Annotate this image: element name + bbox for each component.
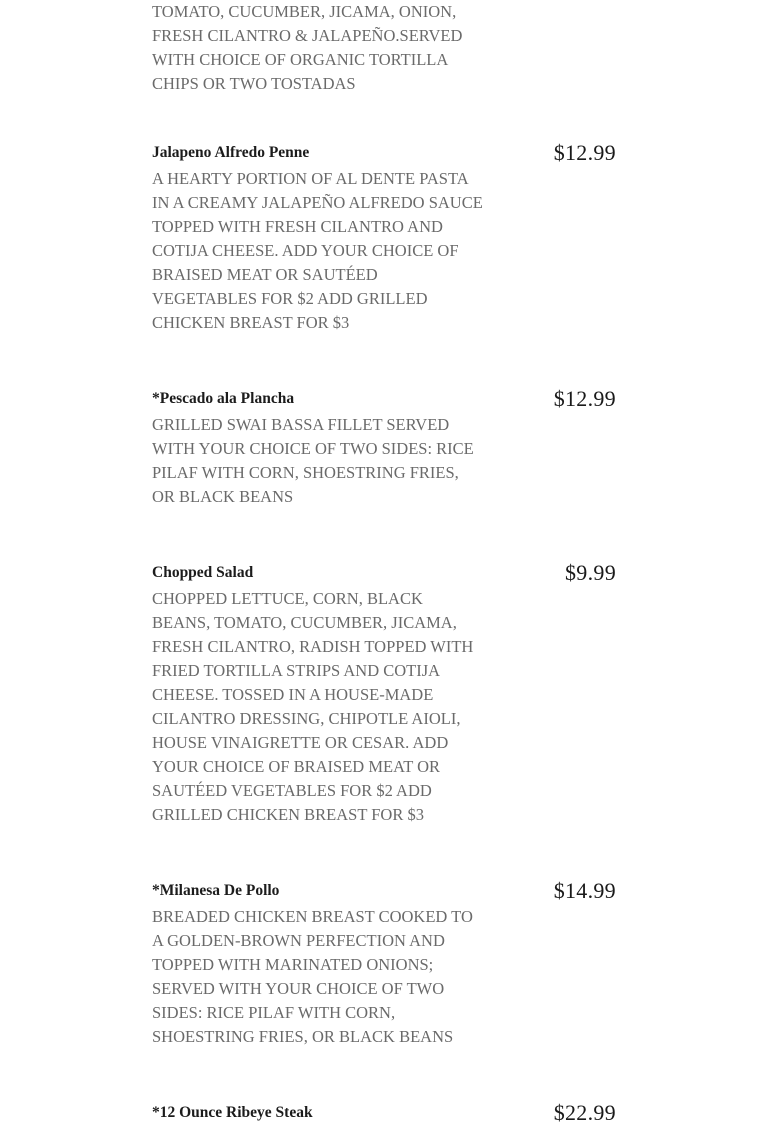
menu-item-price: $9.99 <box>565 560 616 585</box>
menu-item-description: TOMATO, CUCUMBER, JICAMA, ONION, FRESH CILANTRO & JALAPEÑO.SERVED WITH CHOICE OF ORGANIC TORTILLA CHIPS OR TWO TOSTADAS <box>152 2 463 93</box>
menu-item-name: *Pescado ala Plancha <box>152 390 295 407</box>
menu-item-price: $12.99 <box>553 386 616 411</box>
menu-item-price: $14.99 <box>553 878 616 903</box>
menu-item-description: A HEARTY PORTION OF AL DENTE PASTA IN A CREAMY JALAPEÑO ALFREDO SAUCE TOPPED WITH FRESH CILANTRO AND COTIJA CHEESE. ADD YOUR CHOICE OF BRAISED MEAT OR SAUTÉED VEGETABLES FOR $2 ADD GRILLED CHICKEN BREAST FOR $3 <box>152 169 483 332</box>
menu-item-name: *Milanesa De Pollo <box>152 882 280 899</box>
menu-item-price: $12.99 <box>553 140 616 165</box>
menu-item-name: Chopped Salad <box>152 564 254 581</box>
menu-item-name: Jalapeno Alfredo Penne <box>152 144 310 161</box>
menu-item-description: CHOPPED LETTUCE, CORN, BLACK BEANS, TOMATO, CUCUMBER, JICAMA, FRESH CILANTRO, RADISH TOPPED WITH FRIED TORTILLA STRIPS AND COTIJA CHEESE. TOSSED IN A HOUSE-MADE CILANTRO DRESSING, CHIPOTLE AIOLI, HOUSE VINAIGRETTE OR CESAR. ADD YOUR CHOICE OF BRAISED MEAT OR SAUTÉED VEGETABLES FOR $2 ADD GRILLED CHICKEN BREAST FOR $3 <box>152 589 474 824</box>
menu-item-description: GRILLED SWAI BASSA FILLET SERVED WITH YOUR CHOICE OF TWO SIDES: RICE PILAF WITH CORN, SHOESTRING FRIES, OR BLACK BEANS <box>152 415 474 506</box>
menu-item-name: *12 Ounce Ribeye Steak <box>152 1104 313 1121</box>
menu-item-price: $22.99 <box>553 1100 616 1125</box>
menu-item-description: BREADED CHICKEN BREAST COOKED TO A GOLDEN-BROWN PERFECTION AND TOPPED WITH MARINATED ONIONS; SERVED WITH YOUR CHOICE OF TWO SIDES: RICE PILAF WITH CORN, SHOESTRING FRIES, OR BLACK BEANS <box>152 907 473 1046</box>
